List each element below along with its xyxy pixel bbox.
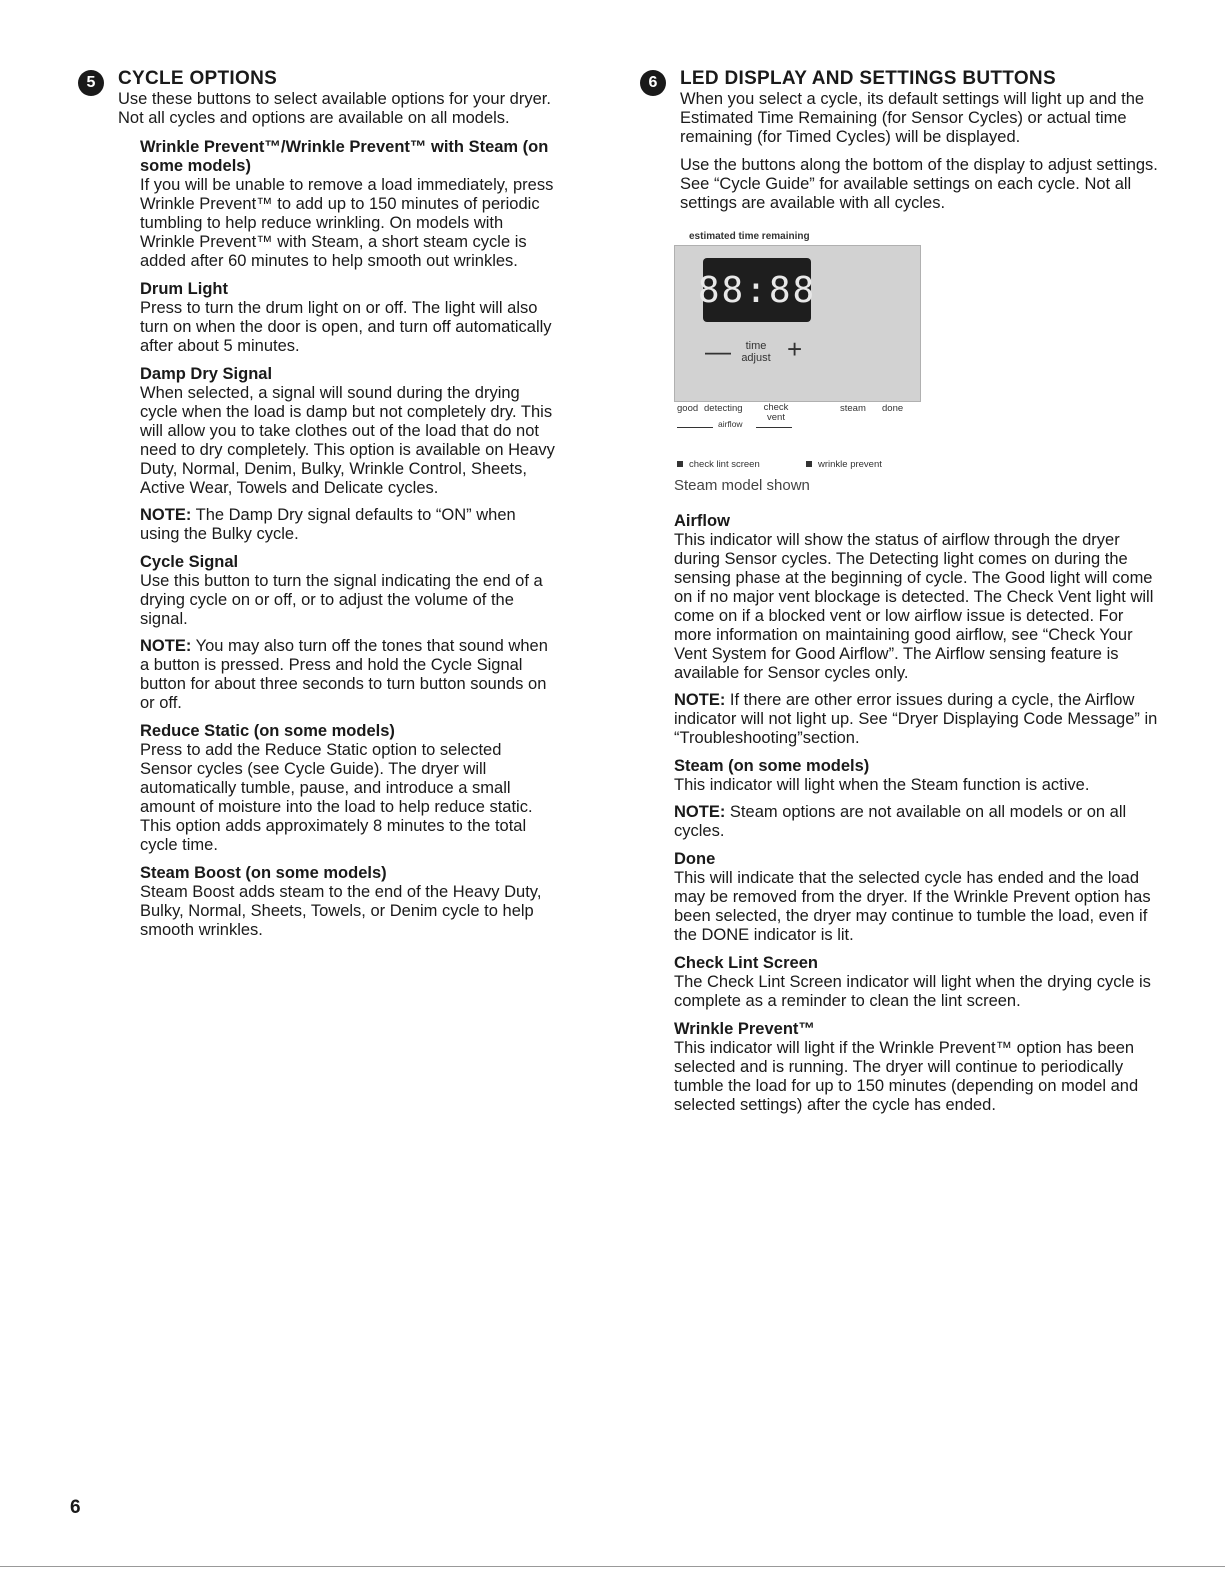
option-title: Wrinkle Prevent™	[674, 1020, 815, 1038]
note-text: If there are other error issues during a cycle, the Airflow indicator will not light up. See “Dryer Displaying Code Message” in “Troubleshooting”section.	[674, 691, 1158, 747]
note-label: NOTE:	[674, 803, 726, 821]
option-description: The Check Lint Screen indicator will light when the drying cycle is complete as a reminder to clean the lint screen.	[674, 973, 1151, 1010]
option-item	[674, 954, 1160, 1011]
cycle-options-section	[78, 68, 558, 949]
note-label: NOTE:	[140, 637, 192, 655]
option-title: Wrinkle Prevent™/Wrinkle Prevent™ with Steam (on some models)	[140, 138, 549, 175]
intro-paragraph: Use the buttons along the bottom of the display to adjust settings. See “Cycle Guide” for available settings on each cycle. Not all settings are available with all cycles.	[680, 156, 1158, 212]
option-note	[140, 637, 558, 713]
option-title: Airflow	[674, 512, 730, 530]
option-item	[140, 864, 558, 940]
indicator-list	[674, 512, 1160, 1115]
check-vent-indicator: check vent	[763, 402, 789, 423]
done-indicator: done	[882, 403, 904, 414]
option-description: Press to add the Reduce Static option to selected Sensor cycles (see Cycle Guide). The dryer will automatically tumble, pause, and introduce a small amount of moisture into the load to help reduce static. This option adds approximately 8 minutes to the total cycle time.	[140, 741, 533, 854]
airflow-bracket-right	[756, 427, 792, 428]
section-title: LED DISPLAY AND SETTINGS BUTTONS	[680, 68, 1056, 89]
intro-paragraph: Use these buttons to select available options for your dryer. Not all cycles and options are available on all models.	[118, 90, 551, 127]
section-number-badge: 6	[640, 70, 666, 96]
square-bullet-icon	[677, 461, 683, 467]
section-header	[640, 68, 1160, 90]
option-title: Check Lint Screen	[674, 954, 818, 972]
section-title: CYCLE OPTIONS	[118, 68, 278, 89]
option-description: If you will be unable to remove a load immediately, press Wrinkle Prevent™ to add up to 150 minutes of periodic tumbling to help reduce wrinkling. On models with Wrinkle Prevent™ with Steam, a short steam cycle is added after 60 minutes to help smooth out wrinkles.	[140, 176, 554, 270]
check-lint-label: check lint screen	[689, 459, 760, 470]
steam-indicator: steam	[840, 403, 866, 414]
option-description: This indicator will light if the Wrinkle Prevent™ option has been selected and is running. The dryer will continue to periodically tumble the load for up to 150 minutes (depending on model and selected settings) after the cycle has ended.	[674, 1039, 1139, 1114]
option-item	[674, 850, 1160, 945]
option-item	[140, 280, 558, 356]
note-text: You may also turn off the tones that sound when a button is pressed. Press and hold the Cycle Signal button for about three seconds to turn button sounds on or off.	[140, 637, 548, 712]
option-item	[140, 138, 558, 271]
good-indicator: good	[677, 403, 699, 414]
note-label: NOTE:	[674, 691, 726, 709]
display-illustration	[674, 231, 934, 481]
option-item	[140, 365, 558, 544]
option-item	[674, 512, 1160, 748]
check-lint-indicator	[677, 459, 760, 470]
option-item	[140, 722, 558, 855]
intro-paragraph: When you select a cycle, its default settings will light up and the Estimated Time Remaining (for Sensor Cycles) or actual time remaining (for Timed Cycles) will be displayed.	[680, 90, 1145, 146]
note-label: NOTE:	[140, 506, 192, 524]
option-description: When selected, a signal will sound during the drying cycle when the load is damp but not completely dry. This will allow you to take clothes out of the load that do not need to dry completely. This option is available on Heavy Duty, Normal, Denim, Bulky, Wrinkle Control, Sheets, Active Wear, Towels and Delicate cycles.	[140, 384, 555, 497]
option-note	[140, 506, 558, 544]
option-item	[674, 757, 1160, 841]
plus-icon: +	[787, 334, 803, 364]
option-note	[674, 691, 1160, 748]
estimated-time-label: estimated time remaining	[689, 231, 810, 242]
note-text: The Damp Dry signal defaults to “ON” when using the Bulky cycle.	[140, 506, 516, 543]
option-title: Reduce Static (on some models)	[140, 722, 395, 740]
option-list	[140, 138, 558, 940]
square-bullet-icon	[806, 461, 812, 467]
time-digits: 88:88	[697, 269, 817, 311]
minus-icon: —	[705, 336, 731, 366]
option-title: Steam Boost (on some models)	[140, 864, 387, 882]
option-description: Use this button to turn the signal indicating the end of a drying cycle on or off, or to adjust the volume of the signal.	[140, 572, 543, 628]
detecting-indicator: detecting	[704, 403, 743, 414]
option-title: Damp Dry Signal	[140, 365, 273, 383]
page-bottom-rule	[0, 1566, 1225, 1567]
option-item	[674, 1020, 1160, 1115]
option-description: This will indicate that the selected cycle has ended and the load may be removed from the dryer. If the Wrinkle Prevent option has been selected, the dryer may continue to tumble the load, even if the DONE indicator is lit.	[674, 869, 1151, 944]
figure-caption: Steam model shown	[674, 477, 810, 494]
option-title: Cycle Signal	[140, 553, 239, 571]
note-text: Steam options are not available on all models or on all cycles.	[674, 803, 1127, 840]
section-intro	[680, 90, 1160, 213]
airflow-label: airflow	[718, 419, 743, 429]
section-number-badge: 5	[78, 70, 104, 96]
section-intro	[118, 90, 558, 128]
airflow-bracket-left	[677, 427, 713, 428]
option-item	[140, 553, 558, 713]
wrinkle-prevent-indicator	[806, 459, 882, 470]
option-title: Steam (on some models)	[674, 757, 870, 775]
led-display-section	[640, 68, 1160, 1124]
option-description: Press to turn the drum light on or off. The light will also turn on when the door is open, and turn off automatically after about 5 minutes.	[140, 299, 552, 355]
option-description: This indicator will light when the Steam function is active.	[674, 776, 1090, 794]
time-adjust-label: time adjust	[741, 340, 771, 364]
option-description: This indicator will show the status of airflow through the dryer during Sensor cycles. The Detecting light comes on during the sensing phase at the beginning of cycle. The Good light will come on if no major vent blockage is detected. The Check Vent light will come on if a blocked vent or low airflow issue is detected. For more information on maintaining good airflow, see “Check Your Vent System for Good Airflow”. The Airflow sensing feature is available for Sensor cycles only.	[674, 531, 1154, 682]
section-header	[78, 68, 558, 90]
wrinkle-prevent-label: wrinkle prevent	[818, 459, 882, 470]
display-panel	[674, 245, 921, 402]
option-description: Steam Boost adds steam to the end of the Heavy Duty, Bulky, Normal, Sheets, Towels, or Denim cycle to help smooth wrinkles.	[140, 883, 542, 939]
option-title: Drum Light	[140, 280, 228, 298]
option-note	[674, 803, 1160, 841]
page-number: 6	[70, 1497, 81, 1518]
option-title: Done	[674, 850, 716, 868]
time-display	[697, 258, 817, 322]
